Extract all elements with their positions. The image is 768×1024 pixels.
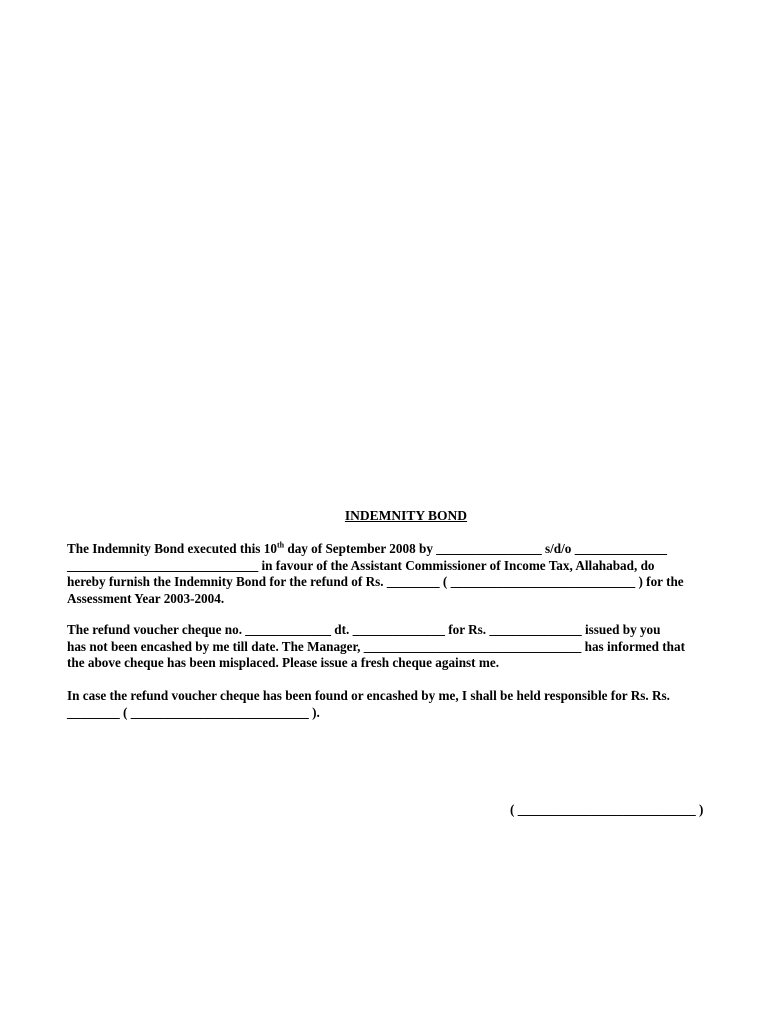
paragraph-line: the above cheque has been misplaced. Please issue a fresh cheque against me. <box>67 655 500 671</box>
paragraph-execution <box>67 541 707 607</box>
paragraph-line: Assessment Year 2003-2004. <box>67 590 225 606</box>
paragraph-line: In case the refund voucher cheque has been found or encashed by me, I shall be held responsible for Rs. Rs. <box>67 688 670 703</box>
paragraph-line: hereby furnish the Indemnity Bond for the refund of Rs. ________ ( ____________________________ ) for the <box>67 574 684 590</box>
document-title: INDEMNITY BOND <box>344 508 468 523</box>
paragraph-line: The Indemnity Bond executed this 10th day of September 2008 by ________________ s/d/o ______________ <box>67 540 668 556</box>
paragraph-line: has not been encashed by me till date. The Manager, _________________________________ has informed that <box>67 638 685 654</box>
signature-line: ( ___________________________ ) <box>510 802 704 817</box>
paragraph-responsibility <box>67 688 707 721</box>
ordinal-suffix: th <box>276 540 285 550</box>
paragraph-refund-cheque <box>67 622 707 672</box>
paragraph-line: _____________________________ in favour of the Assistant Commissioner of Income Tax, Allahabad, do <box>67 557 655 573</box>
paragraph-line: ________ ( ___________________________ ). <box>67 704 320 720</box>
paragraph-line: The refund voucher cheque no. _____________ dt. ______________ for Rs. ______________ issued by you <box>67 622 661 637</box>
